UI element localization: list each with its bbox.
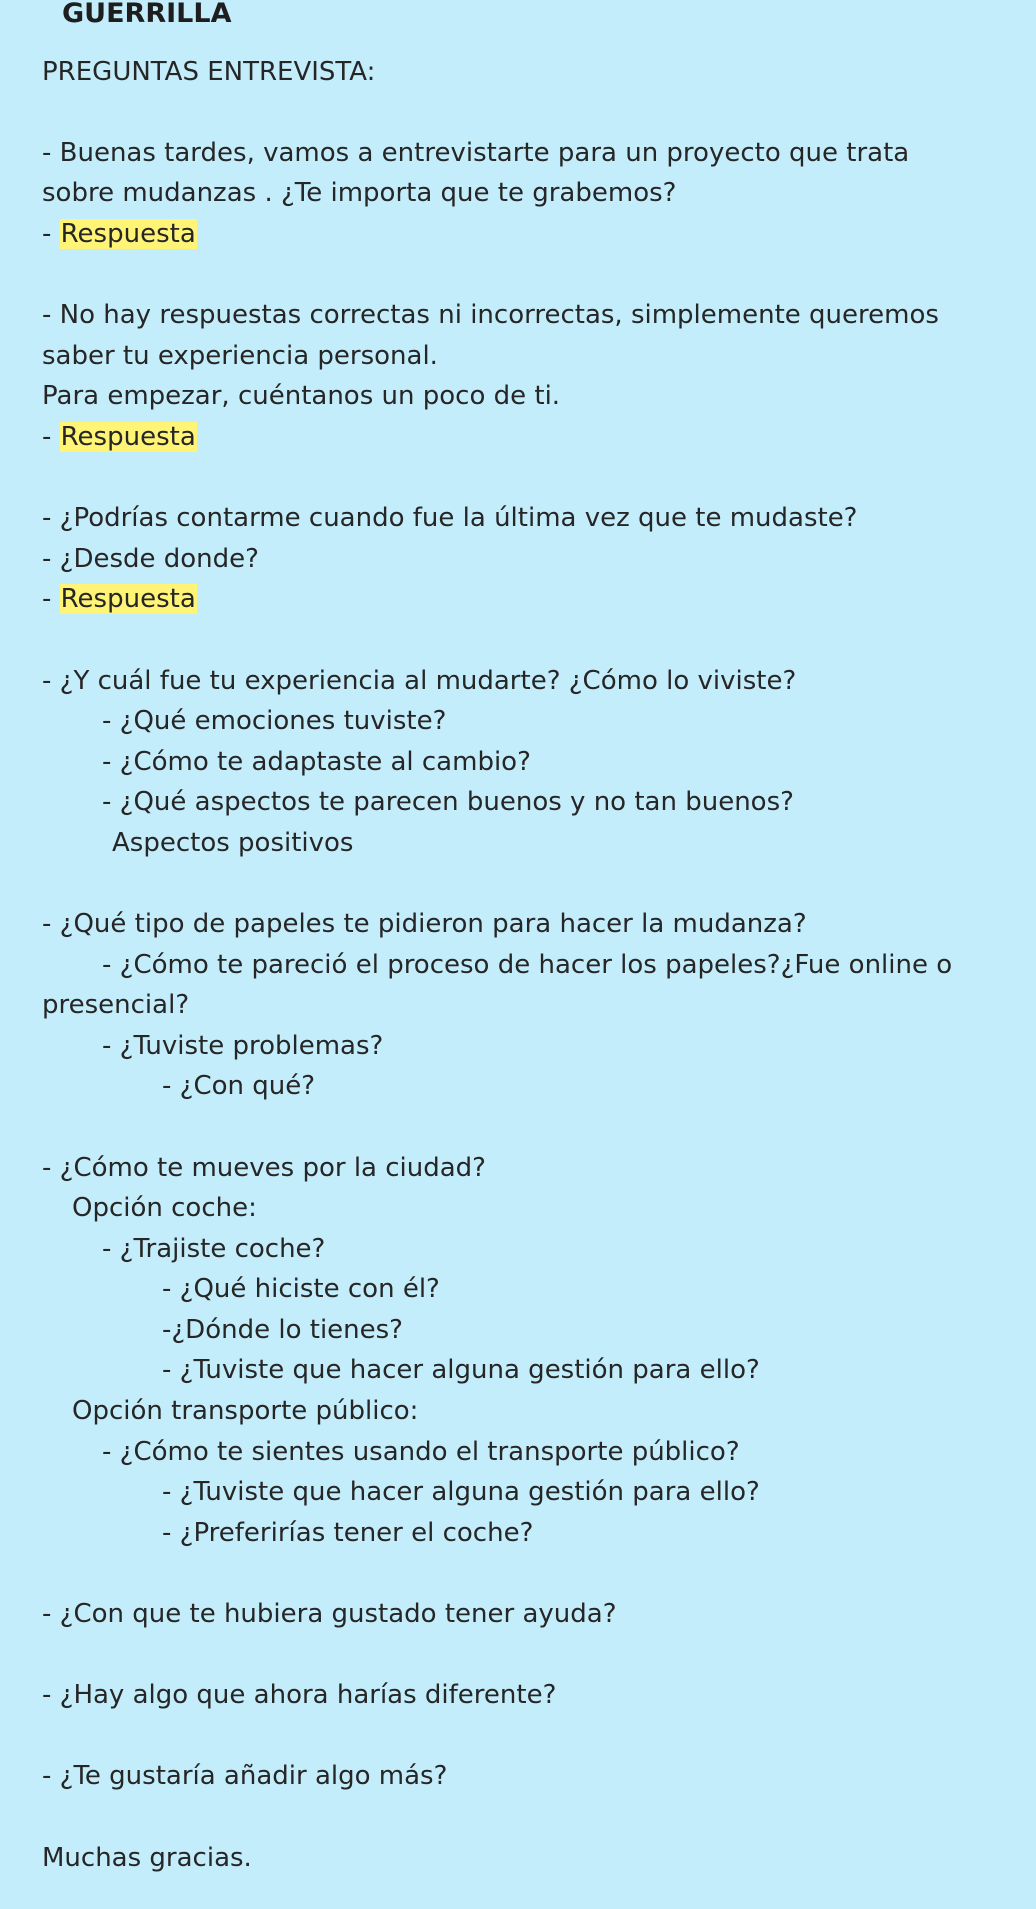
document-title: GUERRILLA (62, 0, 232, 29)
closing-line: Muchas gracias. (42, 1843, 252, 1873)
question-line: - ¿Te gustaría añadir algo más? (42, 1761, 448, 1791)
answer-dash: - (42, 584, 60, 614)
question-line: - ¿Con que te hubiera gustado tener ayuda? (42, 1599, 617, 1629)
answer-line (42, 417, 197, 457)
question-line: - No hay respuestas correctas ni incorrectas, simplemente queremos (42, 300, 939, 330)
question-line: - ¿Podrías contarme cuando fue la última vez que te mudaste? (42, 503, 858, 533)
question-line: sobre mudanzas . ¿Te importa que te grabemos? (42, 178, 677, 208)
answer-placeholder: Respuesta (60, 219, 196, 249)
answer-line (42, 579, 197, 619)
subquestion-line: - ¿Qué emociones tuviste? (102, 706, 447, 736)
answer-line (42, 214, 197, 254)
subquestion-note: Aspectos positivos (112, 828, 354, 858)
question-line: - ¿Cómo te mueves por la ciudad? (42, 1153, 486, 1183)
option-heading: Opción transporte público: (72, 1396, 419, 1426)
subquestion-line: - ¿Preferirías tener el coche? (162, 1518, 534, 1548)
option-heading: Opción coche: (72, 1193, 257, 1223)
question-line: saber tu experiencia personal. (42, 341, 438, 371)
answer-placeholder: Respuesta (60, 422, 196, 452)
subquestion-line: -¿Dónde lo tienes? (162, 1315, 403, 1345)
subquestion-line: - ¿Qué aspectos te parecen buenos y no tan buenos? (102, 787, 794, 817)
subquestion-line: - ¿Trajiste coche? (102, 1234, 326, 1264)
section-heading: PREGUNTAS ENTREVISTA: (42, 57, 376, 87)
answer-placeholder: Respuesta (60, 584, 196, 614)
subquestion-line: - ¿Tuviste problemas? (102, 1031, 384, 1061)
question-line: Para empezar, cuéntanos un poco de ti. (42, 381, 561, 411)
answer-dash: - (42, 422, 60, 452)
subquestion-line: presencial? (42, 990, 190, 1020)
subquestion-line: - ¿Cómo te adaptaste al cambio? (102, 747, 531, 777)
question-line: - ¿Desde donde? (42, 544, 259, 574)
subquestion-line: - ¿Con qué? (162, 1071, 316, 1101)
answer-dash: - (42, 219, 60, 249)
subquestion-line: - ¿Qué hiciste con él? (162, 1274, 440, 1304)
subquestion-line: - ¿Cómo te sientes usando el transporte público? (102, 1437, 740, 1467)
subquestion-line: - ¿Cómo te pareció el proceso de hacer los papeles?¿Fue online o (102, 950, 953, 980)
subquestion-line: - ¿Tuviste que hacer alguna gestión para ello? (162, 1477, 760, 1507)
question-line: - Buenas tardes, vamos a entrevistarte para un proyecto que trata (42, 138, 910, 168)
question-line: - ¿Qué tipo de papeles te pidieron para hacer la mudanza? (42, 909, 807, 939)
question-line: - ¿Y cuál fue tu experiencia al mudarte? ¿Cómo lo viviste? (42, 666, 797, 696)
question-line: - ¿Hay algo que ahora harías diferente? (42, 1680, 557, 1710)
subquestion-line: - ¿Tuviste que hacer alguna gestión para ello? (162, 1355, 760, 1385)
